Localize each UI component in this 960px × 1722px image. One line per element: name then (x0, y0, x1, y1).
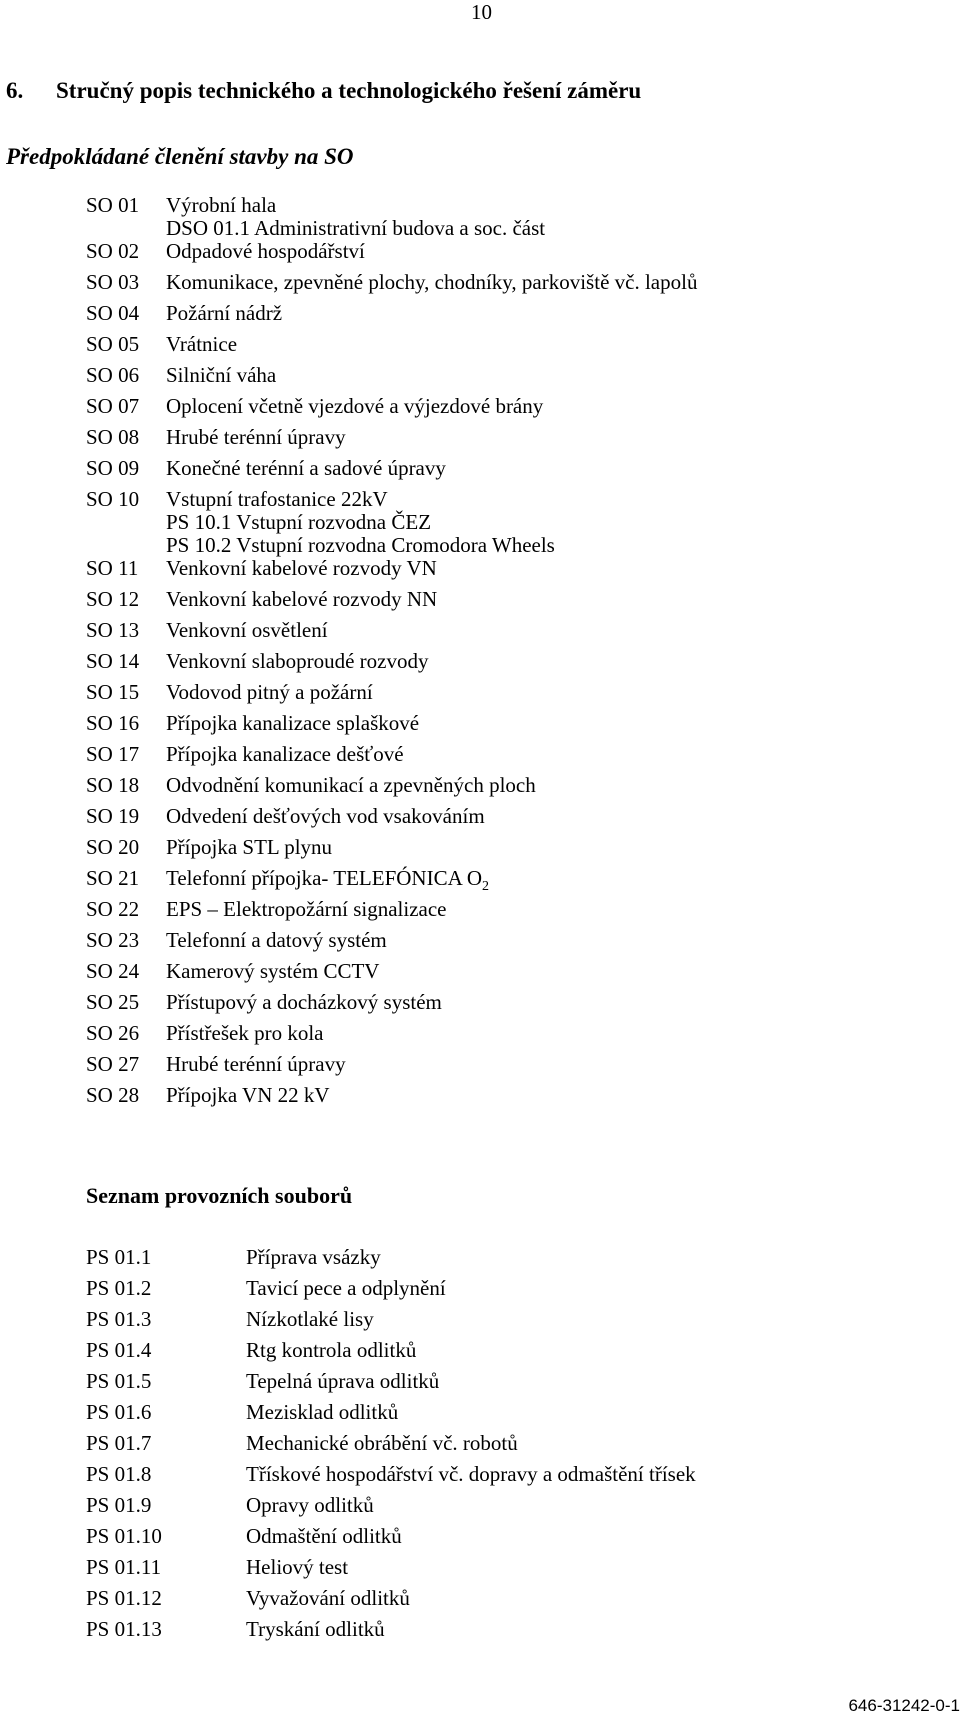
so-code: SO 20 (86, 835, 140, 859)
so-list-item (86, 649, 697, 680)
so-list-item (86, 866, 697, 897)
so-list-item (86, 510, 697, 533)
ps-label: Třískové hospodářství vč. dopravy a odmaštění třísek (246, 1462, 696, 1486)
ps-code: PS 01.9 (86, 1493, 152, 1517)
so-code: SO 16 (86, 711, 140, 735)
ps-label: Tryskání odlitků (246, 1617, 385, 1641)
so-label: Venkovní osvětlení (166, 618, 328, 642)
so-list-item (86, 239, 697, 270)
so-code: SO 02 (86, 239, 140, 263)
so-code: SO 09 (86, 456, 140, 480)
so-label-subscript: 2 (482, 879, 490, 894)
so-list-item (86, 773, 697, 804)
so-list-item (86, 456, 697, 487)
so-list-item (86, 618, 697, 649)
ps-label: Opravy odlitků (246, 1493, 374, 1517)
ps-list-item (86, 1307, 696, 1338)
ps-list-item (86, 1524, 696, 1555)
page-number: 10 (471, 0, 492, 24)
so-list-item (86, 556, 697, 587)
so-code: SO 19 (86, 804, 140, 828)
ps-code: PS 01.7 (86, 1431, 152, 1455)
so-list-item (86, 1021, 697, 1052)
so-label: DSO 01.1 Administrativní budova a soc. část (166, 216, 546, 240)
so-label: Přípojka STL plynu (166, 835, 333, 859)
so-code: SO 07 (86, 394, 140, 418)
ps-list-item (86, 1400, 696, 1431)
ps-list-item (86, 1555, 696, 1586)
so-code: SO 15 (86, 680, 140, 704)
so-label: Přípojka kanalizace splaškové (166, 711, 420, 735)
so-code: SO 11 (86, 556, 139, 580)
ps-label: Mezisklad odlitků (246, 1400, 399, 1424)
so-code: SO 12 (86, 587, 140, 611)
so-label: Výrobní hala (166, 193, 277, 217)
so-label: EPS – Elektropožární signalizace (166, 897, 447, 921)
so-code: SO 26 (86, 1021, 140, 1045)
so-label: Komunikace, zpevněné plochy, chodníky, parkoviště vč. lapolů (166, 270, 698, 294)
ps-code: PS 01.6 (86, 1400, 152, 1424)
so-label: Přípojka kanalizace dešťové (166, 742, 404, 766)
so-code: SO 10 (86, 487, 140, 511)
ps-list-item (86, 1586, 696, 1617)
ps-label: Příprava vsázky (246, 1245, 381, 1269)
ps-code: PS 01.8 (86, 1462, 152, 1486)
so-code: SO 22 (86, 897, 140, 921)
so-list (86, 193, 697, 1114)
ps-list-item (86, 1245, 696, 1276)
so-list-item (86, 332, 697, 363)
ps-label: Odmaštění odlitků (246, 1524, 402, 1548)
so-code: SO 04 (86, 301, 140, 325)
so-code: SO 21 (86, 866, 140, 890)
so-label: Odvedení dešťových vod vsakováním (166, 804, 485, 828)
so-label: Přístřešek pro kola (166, 1021, 324, 1045)
so-code: SO 06 (86, 363, 140, 387)
section-title: Stručný popis technického a technologického řešení záměru (56, 78, 642, 103)
so-list-item (86, 742, 697, 773)
so-list-item (86, 1052, 697, 1083)
ps-label: Vyvažování odlitků (246, 1586, 410, 1610)
so-label: PS 10.1 Vstupní rozvodna ČEZ (166, 510, 432, 534)
so-list-item (86, 216, 697, 239)
so-list-item (86, 959, 697, 990)
ps-code: PS 01.1 (86, 1245, 152, 1269)
so-code: SO 03 (86, 270, 140, 294)
ps-code: PS 01.12 (86, 1586, 162, 1610)
so-list-item (86, 990, 697, 1021)
so-list-item (86, 711, 697, 742)
so-label: Hrubé terénní úpravy (166, 1052, 346, 1076)
ps-code: PS 01.10 (86, 1524, 162, 1548)
so-code: SO 08 (86, 425, 140, 449)
so-code: SO 14 (86, 649, 140, 673)
so-code: SO 13 (86, 618, 140, 642)
so-code: SO 24 (86, 959, 140, 983)
so-label: PS 10.2 Vstupní rozvodna Cromodora Wheels (166, 533, 555, 557)
so-list-item (86, 425, 697, 456)
so-list-item (86, 270, 697, 301)
ps-list-item (86, 1462, 696, 1493)
ps-label: Nízkotlaké lisy (246, 1307, 374, 1331)
ps-list (86, 1245, 696, 1648)
ps-label: Mechanické obrábění vč. robotů (246, 1431, 518, 1455)
ps-heading: Seznam provozních souborů (86, 1183, 353, 1208)
so-label: Hrubé terénní úpravy (166, 425, 346, 449)
so-list-item (86, 835, 697, 866)
so-label: Venkovní slaboproudé rozvody (166, 649, 429, 673)
so-label: Venkovní kabelové rozvody VN (166, 556, 437, 580)
so-label: Odpadové hospodářství (166, 239, 365, 263)
so-label: Vrátnice (166, 332, 238, 356)
so-list-item (86, 587, 697, 618)
so-label: Vstupní trafostanice 22kV (166, 487, 388, 511)
so-code: SO 01 (86, 193, 140, 217)
section-heading (6, 78, 641, 104)
so-list-item (86, 680, 697, 711)
ps-label: Tavicí pece a odplynění (246, 1276, 446, 1300)
so-list-item (86, 928, 697, 959)
so-list-item (86, 897, 697, 928)
ps-list-item (86, 1338, 696, 1369)
ps-code: PS 01.4 (86, 1338, 152, 1362)
so-code: SO 17 (86, 742, 140, 766)
so-list-item (86, 363, 697, 394)
ps-list-item (86, 1431, 696, 1462)
ps-code: PS 01.3 (86, 1307, 152, 1331)
ps-list-item (86, 1493, 696, 1524)
so-list-item (86, 804, 697, 835)
so-list-item (86, 394, 697, 425)
so-list-item (86, 1083, 697, 1114)
so-label: Telefonní přípojka- TELEFÓNICA O (166, 866, 483, 890)
so-label: Vodovod pitný a požární (166, 680, 373, 704)
so-label: Oplocení včetně vjezdové a výjezdové brány (166, 394, 544, 418)
ps-code: PS 01.13 (86, 1617, 162, 1641)
ps-list-item (86, 1276, 696, 1307)
ps-label: Tepelná úprava odlitků (246, 1369, 440, 1393)
so-label: Kamerový systém CCTV (166, 959, 380, 983)
section-number: 6. (6, 78, 24, 103)
ps-list-item (86, 1369, 696, 1400)
so-code: SO 28 (86, 1083, 140, 1107)
so-code: SO 18 (86, 773, 140, 797)
so-label: Venkovní kabelové rozvody NN (166, 587, 438, 611)
so-label: Odvodnění komunikací a zpevněných ploch (166, 773, 536, 797)
ps-code: PS 01.11 (86, 1555, 162, 1579)
ps-list-item (86, 1617, 696, 1648)
so-label: Konečné terénní a sadové úpravy (166, 456, 446, 480)
so-list-item (86, 301, 697, 332)
document-id: 646-31242-0-1 (848, 1696, 960, 1715)
ps-code: PS 01.5 (86, 1369, 152, 1393)
so-subheading: Předpokládané členění stavby na SO (6, 144, 354, 169)
so-label: Přístupový a docházkový systém (166, 990, 442, 1014)
so-code: SO 25 (86, 990, 140, 1014)
ps-label: Rtg kontrola odlitků (246, 1338, 417, 1362)
so-label: Požární nádrž (166, 301, 283, 325)
so-label: Přípojka VN 22 kV (166, 1083, 330, 1107)
ps-code: PS 01.2 (86, 1276, 152, 1300)
ps-label: Heliový test (246, 1555, 349, 1579)
so-code: SO 05 (86, 332, 140, 356)
so-code: SO 27 (86, 1052, 140, 1076)
so-label: Telefonní a datový systém (166, 928, 387, 952)
so-code: SO 23 (86, 928, 140, 952)
so-label: Silniční váha (166, 363, 277, 387)
so-list-item (86, 533, 697, 556)
